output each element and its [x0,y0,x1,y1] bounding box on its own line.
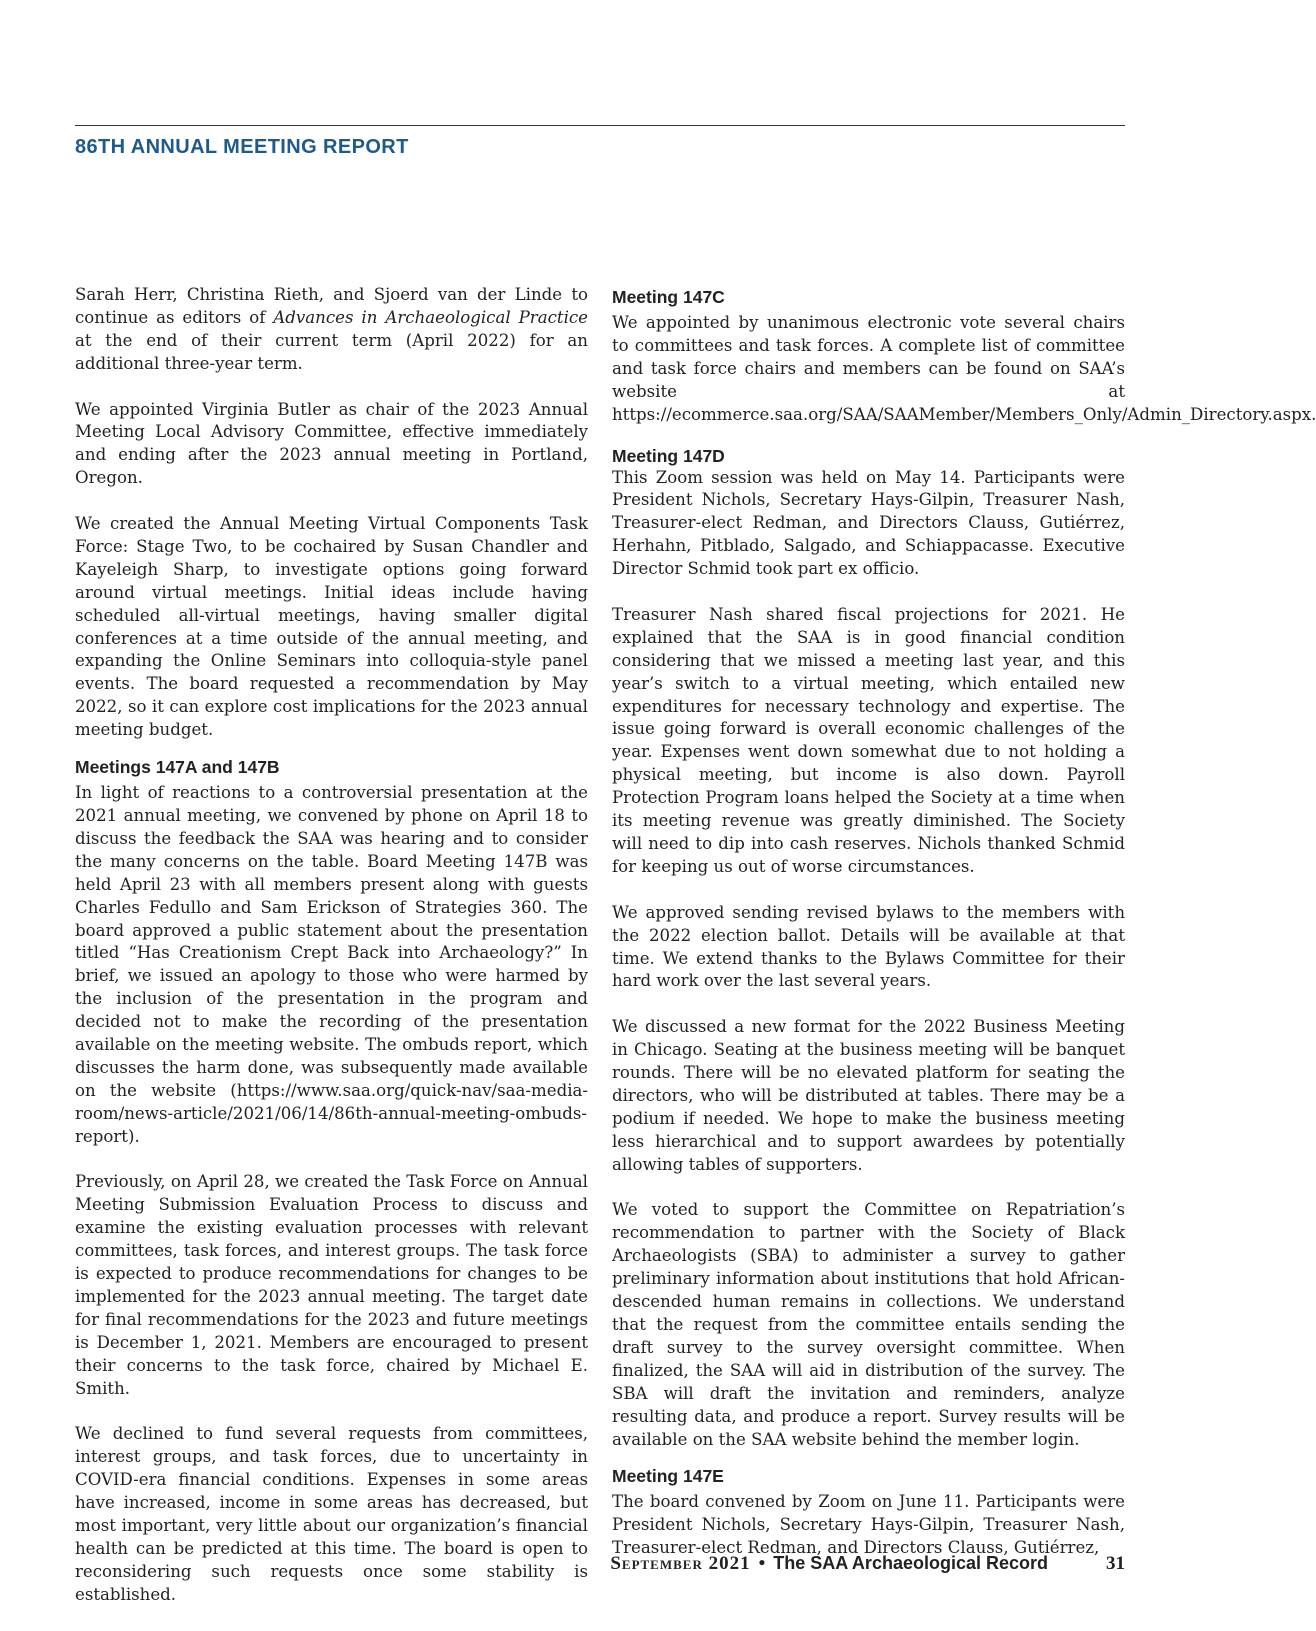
paragraph-text: at the end of their current term (April 2022) for an additional three-year term. [75,330,588,373]
section-heading: Meetings 147A and 147B [75,757,280,778]
journal-name: The SAA Archaeological Record [773,1553,1048,1573]
footer-separator: • [758,1553,766,1574]
paragraph: This Zoom session was held on May 14. Participants were President Nichols, Secretary Hays-Gilpin, Treasurer Nash, Treasurer-elect Redman, and Directors Clauss, Gutiérrez, Herhahn, Pitblado, Salgado, and Schiappacasse. Executive Director Schmid took part ex officio. [612,467,1125,579]
paragraph: We approved sending revised bylaws to the members with the 2022 election ballot. Details will be available at that time. We extend thanks to the Bylaws Committee for their hard work over the last several years. [612,902,1125,991]
paragraph: We discussed a new format for the 2022 Business Meeting in Chicago. Seating at the business meeting will be banquet rounds. There will be no elevated platform for seating the directors, who will be distributed at tables. There may be a podium if needed. We hope to make the business meeting less hierarchical and to support awardees by potentially allowing tables of supporters. [612,1017,1125,1174]
section-heading: Meeting 147C [612,287,725,307]
issue-date: September 2021 [610,1553,751,1574]
paragraph: The board convened by Zoom on June 11. Participants were President Nichols, Secretary Hays-Gilpin, Treasurer Nash, Treasurer-elect Redman, and Directors Clauss, Gutiérrez, [612,1492,1125,1558]
page-footer [610,1553,1125,1575]
paragraph-text: Sarah Herr, Christina Rieth, and Sjoerd van der Linde to continue as editors of [75,285,588,327]
journal-title: Advances in Archaeological Practice [273,307,588,327]
page-number: 31 [1106,1553,1125,1574]
paragraph: We appointed Virginia Butler as chair of the 2023 Annual Meeting Local Advisory Committee, effective immediately and ending after the 2023 annual meeting in Portland, Oregon. [75,399,588,488]
right-column [612,284,1316,1583]
section-header: 86TH ANNUAL MEETING REPORT [75,136,409,158]
paragraph: Treasurer Nash shared fiscal projections for 2021. He explained that the SAA is in good financial condition considering that we missed a meeting last year, and this year’s switch to a virtual meeting, which entailed new expenditures for necessary technology and expertise. The issue going forward is overall economic challenges of the year. Expenses went down somewhat due to not holding a physical meeting, but income is also down. Payroll Protection Program loans helped the Society at a time when its meeting revenue was greatly diminished. The Society will need to dip into cash reserves. Nichols thanked Schmid for keeping us out of worse circumstances. [612,604,1125,876]
section-heading: Meeting 147D [612,445,725,466]
paragraph: In light of reactions to a controversial presentation at the 2021 annual meeting, we convened by phone on April 18 to discuss the feedback the SAA was hearing and to consider the many concerns on the table. Board Meeting 147B was held April 23 with all members present along with guests Charles Fedullo and Sam Erickson of Strategies 360. The board approved a public statement about the presentation titled “Has Creationism Crept Back into Archaeology?” In brief, we issued an apology to those who were harmed by the inclusion of the presentation in the program and decided not to make the recording of the presentation available on the meeting website. The ombuds report, which discusses the harm done, was subsequently made available on the website (https://www.saa.org/quick-nav/saa-media-room/news-article/2021/06/14/86th-annual-meeting-ombuds-report). [75,783,588,1146]
paragraph: We declined to fund several requests from committees, interest groups, and task forces, due to uncertainty in COVID-era financial conditions. Expenses in some areas have increased, income in some areas has decreased, but most important, very little about our organization’s financial health can be predicted at this time. The board is open to reconsidering such requests once some stability is established. [75,1424,588,1604]
left-column [75,284,588,1630]
paragraph: We appointed by unanimous electronic vote several chairs to committees and task forces. A complete list of committee and task force chairs and members can be found on SAA’s website at https://ecommerce.saa.org/SAA/SAAMember/Members_Only/Admin_Directory.aspx. [612,313,1316,424]
header-rule [75,125,1125,126]
paragraph: We created the Annual Meeting Virtual Components Task Force: Stage Two, to be cochaired by Susan Chandler and Kayeleigh Sharp, to investigate options going forward around virtual meetings. Initial ideas include having scheduled all-virtual meetings, having smaller digital conferences at a time outside of the annual meeting, and expanding the Online Seminars into colloquia-style panel events. The board requested a recommendation by May 2022, so it can explore cost implications for the 2023 annual meeting budget. [75,514,588,740]
paragraph: We voted to support the Committee on Repatriation’s recommendation to partner with the Society of Black Archaeologists (SBA) to administer a survey to gather preliminary information about institutions that hold African-descended human remains in collections. We understand that the request from the committee entails sending the draft survey to the survey oversight committee. When finalized, the SAA will aid in distribution of the survey. The SBA will draft the invitation and reminders, analyze resulting data, and produce a report. Survey results will be available on the SAA website behind the member login. [612,1200,1125,1449]
paragraph [75,284,588,376]
paragraph: Previously, on April 28, we created the Task Force on Annual Meeting Submission Evaluation Process to discuss and examine the existing evaluation processes with relevant committees, task forces, and interest groups. The task force is expected to produce recommendations for changes to be implemented for the 2023 annual meeting. The target date for final recommendations for the 2023 and future meetings is December 1, 2021. Members are encouraged to present their concerns to the task force, chaired by Michael E. Smith. [75,1172,588,1398]
section-heading: Meeting 147E [612,1466,724,1487]
